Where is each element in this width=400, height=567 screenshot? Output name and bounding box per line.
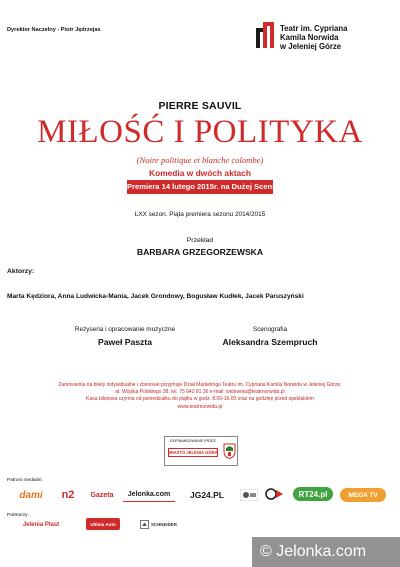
- website-link[interactable]: www.teatrnorwida.pl: [177, 403, 223, 410]
- sponsor-logo: JG24.PL: [189, 490, 225, 500]
- director-name: Paweł Paszta: [98, 337, 152, 347]
- season-info: LXX sezon. Piąta premiera sezonu 2014/2015: [134, 211, 266, 218]
- partner-logo: [140, 518, 188, 530]
- partner-logo: Ultima Auto: [86, 518, 120, 530]
- translation-label: Przekład: [186, 237, 214, 244]
- cast-label: Aktorzy:: [7, 268, 35, 275]
- play-title: MIŁOŚĆ I POLITYKA: [37, 114, 363, 150]
- partner-logo-label: SCHNEIDER: [151, 521, 177, 527]
- premiere-date: Premiera 14 lutego 2015r. na Dużej Scenie: [127, 180, 273, 194]
- director-credit: Dyrektor Naczelny - Piotr Jędrzejas: [7, 27, 101, 33]
- sponsor-logo: RT24.pl: [293, 487, 333, 501]
- funding-city: MIASTO JELENIA GÓRA: [169, 450, 218, 455]
- scenographer-name: Aleksandra Szempruch: [222, 337, 318, 347]
- partners-label: Partnerzy:: [7, 513, 29, 518]
- theatre-logo-icon: [256, 22, 274, 48]
- partner-logo-icon: [140, 520, 149, 529]
- theatre-logo: [256, 18, 392, 60]
- scenography-label: Scenografia: [252, 326, 288, 333]
- sponsor-logo: dami: [19, 489, 43, 501]
- city-crest-icon: [223, 443, 236, 459]
- translator-name: BARBARA GRZEGORZEWSKA: [136, 247, 264, 257]
- play-genre: Komedia w dwóch aktach: [149, 168, 251, 178]
- sponsor-logo: Gazeta: [90, 491, 114, 499]
- funding-label: DOFINANSOWANIE PRZEZ: [170, 439, 216, 443]
- partner-logo: Jelenia Plast: [22, 521, 60, 528]
- sponsor-logo: n2: [61, 489, 75, 501]
- original-title: (Noire politique et blanche colombe): [136, 155, 264, 165]
- cast-list: Marta Kędziora, Anna Ludwicka-Mania, Jacek Grondowy, Bogusław Kudłek, Jacek Paruszyński: [7, 293, 304, 300]
- patrons-label: Patroni medialni:: [7, 478, 43, 483]
- ticket-info-line: Zamówienia na bilety indywidualne i zbiorowe przyjmuje Dział Marketingu Teatru im. Cypriana Kamila Norwida w Jeleniej Górze,: [58, 382, 342, 388]
- sponsor-logo: MEGA TV: [340, 488, 386, 502]
- ticket-info: [20, 382, 380, 411]
- theatre-name: [280, 24, 347, 52]
- funding-box: [164, 436, 238, 466]
- theatre-name-line: Kamila Norwida: [280, 33, 339, 43]
- sponsor-logo: Jelonka.com: [123, 488, 175, 502]
- watermark: © Jelonka.com: [252, 537, 400, 567]
- sponsor-logo-icon: [264, 487, 284, 501]
- theatre-name-line: w Jeleniej Górze: [280, 42, 342, 52]
- direction-label: Reżyseria i opracowanie muzyczne: [74, 326, 176, 333]
- ticket-info-line: al. Wojska Polskiego 38, tel. 75 642 81 36 e-mail: widownia@teatrnorwida.pl: [115, 389, 285, 396]
- play-author: PIERRE SAUVIL: [158, 100, 242, 112]
- sponsor-logo-icon: [240, 489, 258, 501]
- theatre-name-line: Teatr im. Cypriana: [280, 24, 348, 33]
- ticket-info-line: Kasa biletowa czynna od poniedziałku do piątku w godz. 8.00-16.00 oraz na godzinę przed spektaklem: [86, 396, 314, 403]
